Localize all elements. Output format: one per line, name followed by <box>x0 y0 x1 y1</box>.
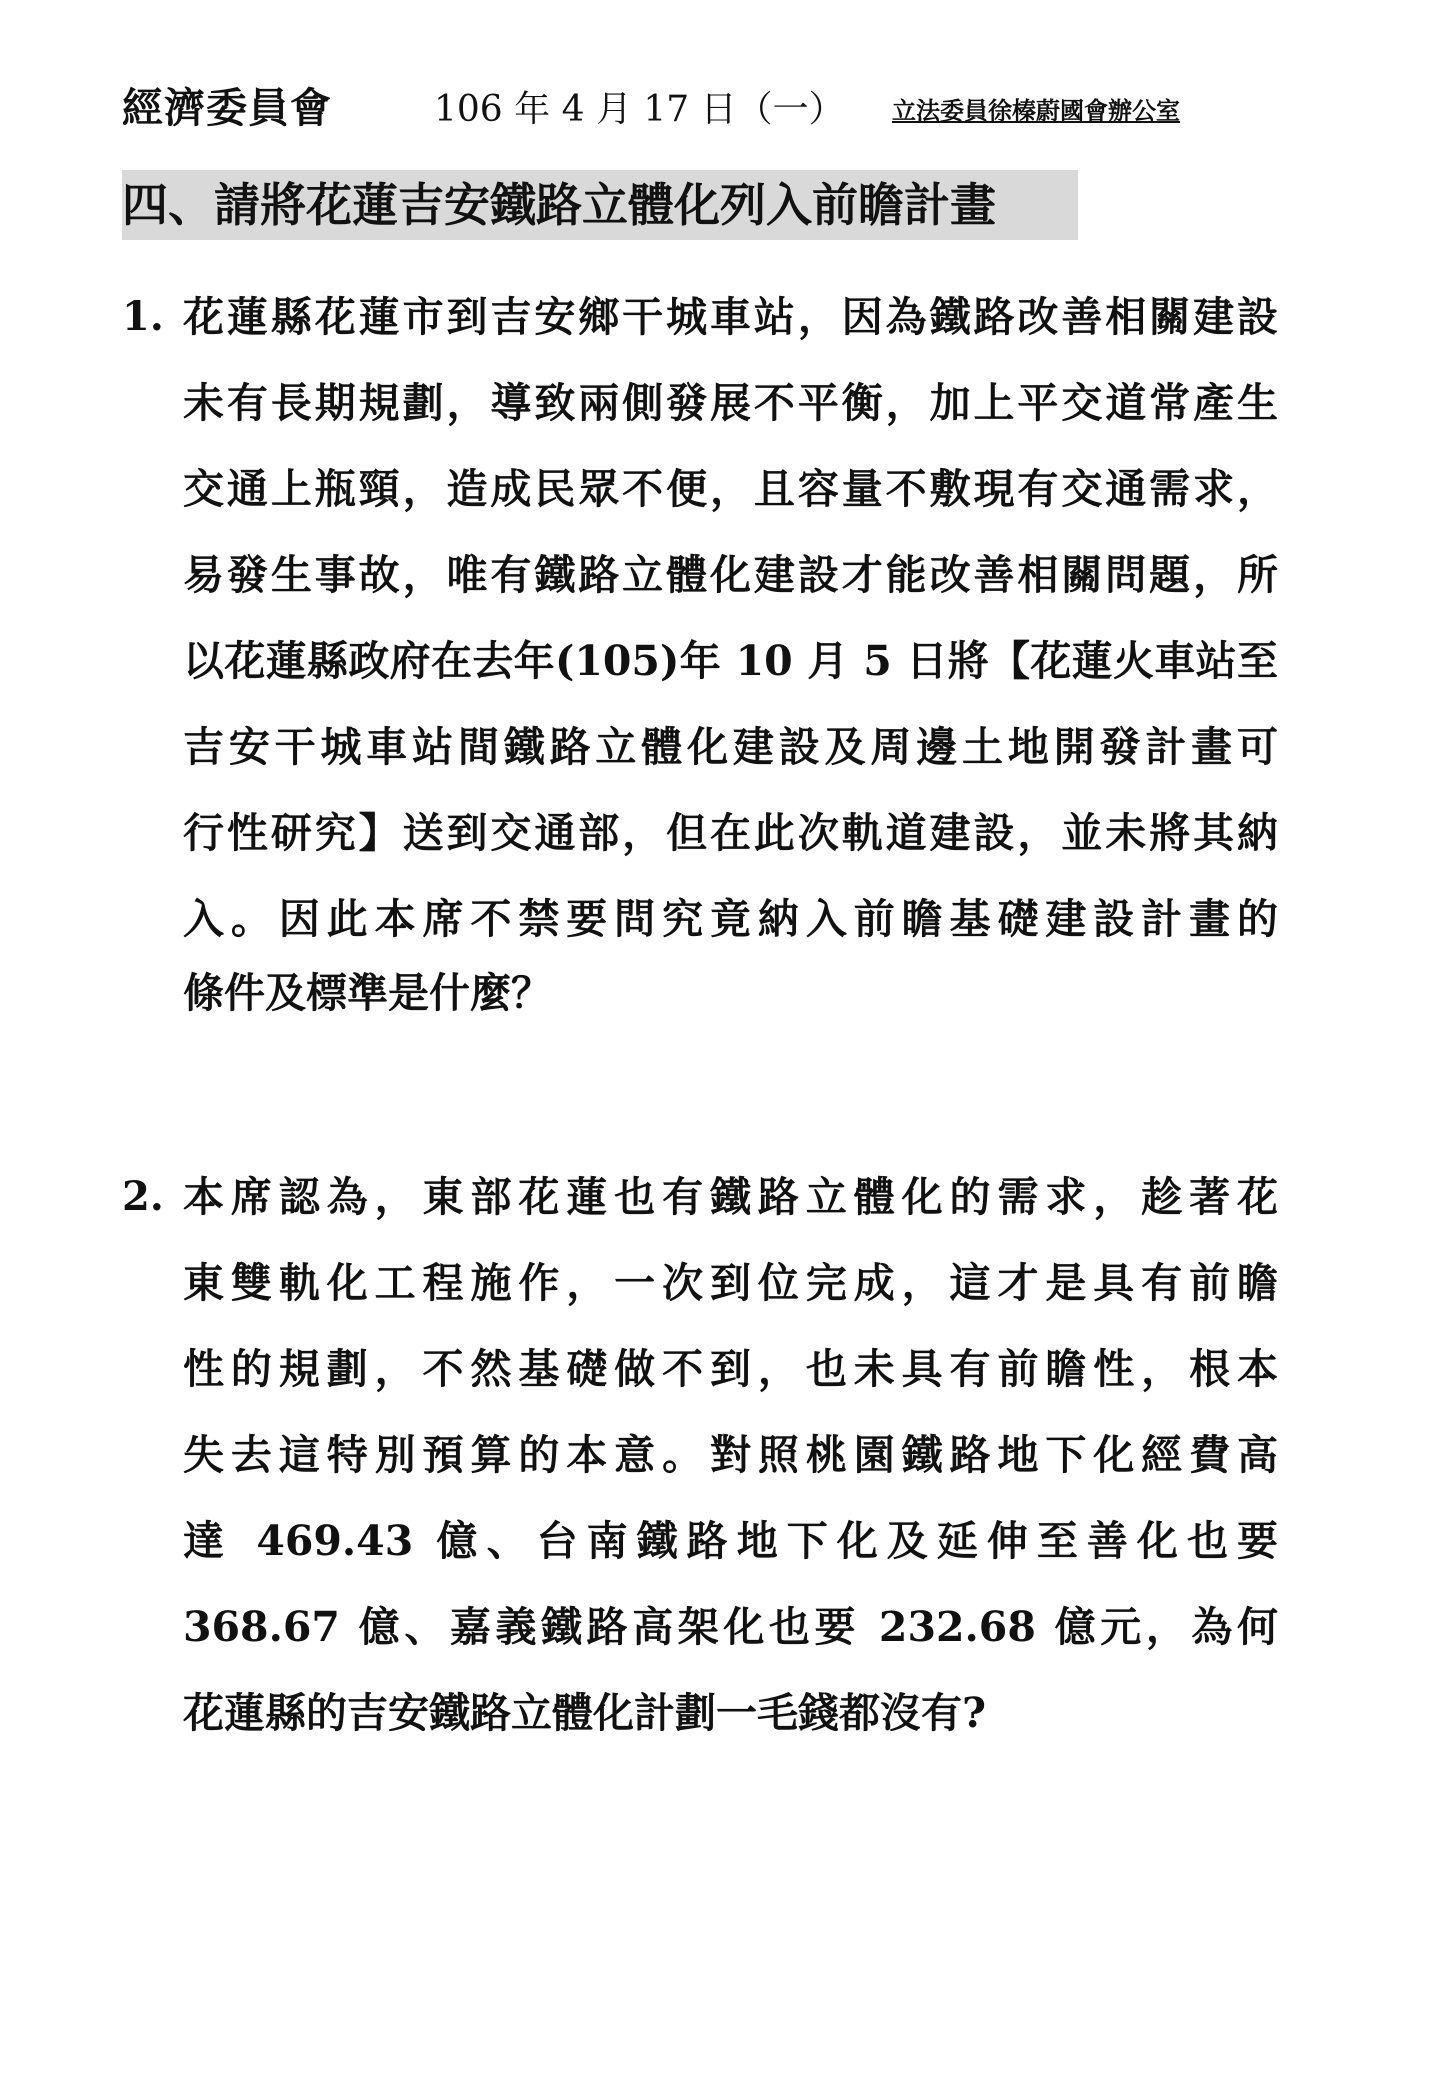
item-2-line-7: 花蓮縣的吉安鐵路立體化計劃一毛錢都沒有? <box>183 1689 987 1737</box>
item-1-line-1: 花蓮縣花蓮市到吉安鄉干城車站，因為鐵路改善相關建設 <box>183 293 1278 341</box>
item-1-line-5: 以花蓮縣政府在去年(105)年 10 月 5 日將【花蓮火車站至 <box>183 637 1278 685</box>
item-1-number: 1. <box>122 293 164 340</box>
item-1-line-6: 吉安干城車站間鐵路立體化建設及周邊土地開發計畫可 <box>183 723 1278 771</box>
header-committee: 經濟委員會 <box>122 84 332 132</box>
header-office: 立法委員徐榛蔚國會辦公室 <box>892 96 1180 125</box>
item-2-line-1: 本席認為，東部花蓮也有鐵路立體化的需求，趁著花 <box>183 1173 1278 1221</box>
header-date: 106 年 4 月 17 日（一） <box>434 89 845 130</box>
item-1-line-9: 條件及標準是什麼？ <box>183 969 552 1017</box>
item-2-line-2: 東雙軌化工程施作，一次到位完成，這才是具有前瞻 <box>183 1259 1278 1307</box>
item-2-line-4: 失去這特別預算的本意。對照桃園鐵路地下化經費高 <box>183 1431 1278 1479</box>
item-1-line-4: 易發生事故，唯有鐵路立體化建設才能改善相關問題，所 <box>183 551 1278 599</box>
item-2-line-6: 368.67 億、嘉義鐵路高架化也要 232.68 億元，為何 <box>183 1603 1278 1651</box>
item-1-line-3: 交通上瓶頸，造成民眾不便，且容量不敷現有交通需求， <box>183 465 1278 513</box>
item-2-line-5: 達 469.43 億、台南鐵路地下化及延伸至善化也要 <box>183 1517 1278 1565</box>
item-2-number: 2. <box>122 1173 164 1220</box>
item-2-line-3: 性的規劃，不然基礎做不到，也未具有前瞻性，根本 <box>183 1345 1278 1393</box>
item-1-line-8: 入。因此本席不禁要問究竟納入前瞻基礎建設計畫的 <box>183 895 1278 943</box>
item-1-line-2: 未有長期規劃，導致兩側發展不平衡，加上平交道常產生 <box>183 379 1278 427</box>
section-heading: 四、請將花蓮吉安鐵路立體化列入前瞻計畫 <box>122 170 1078 240</box>
item-1-line-7: 行性研究】送到交通部，但在此次軌道建設，並未將其納 <box>183 809 1278 857</box>
